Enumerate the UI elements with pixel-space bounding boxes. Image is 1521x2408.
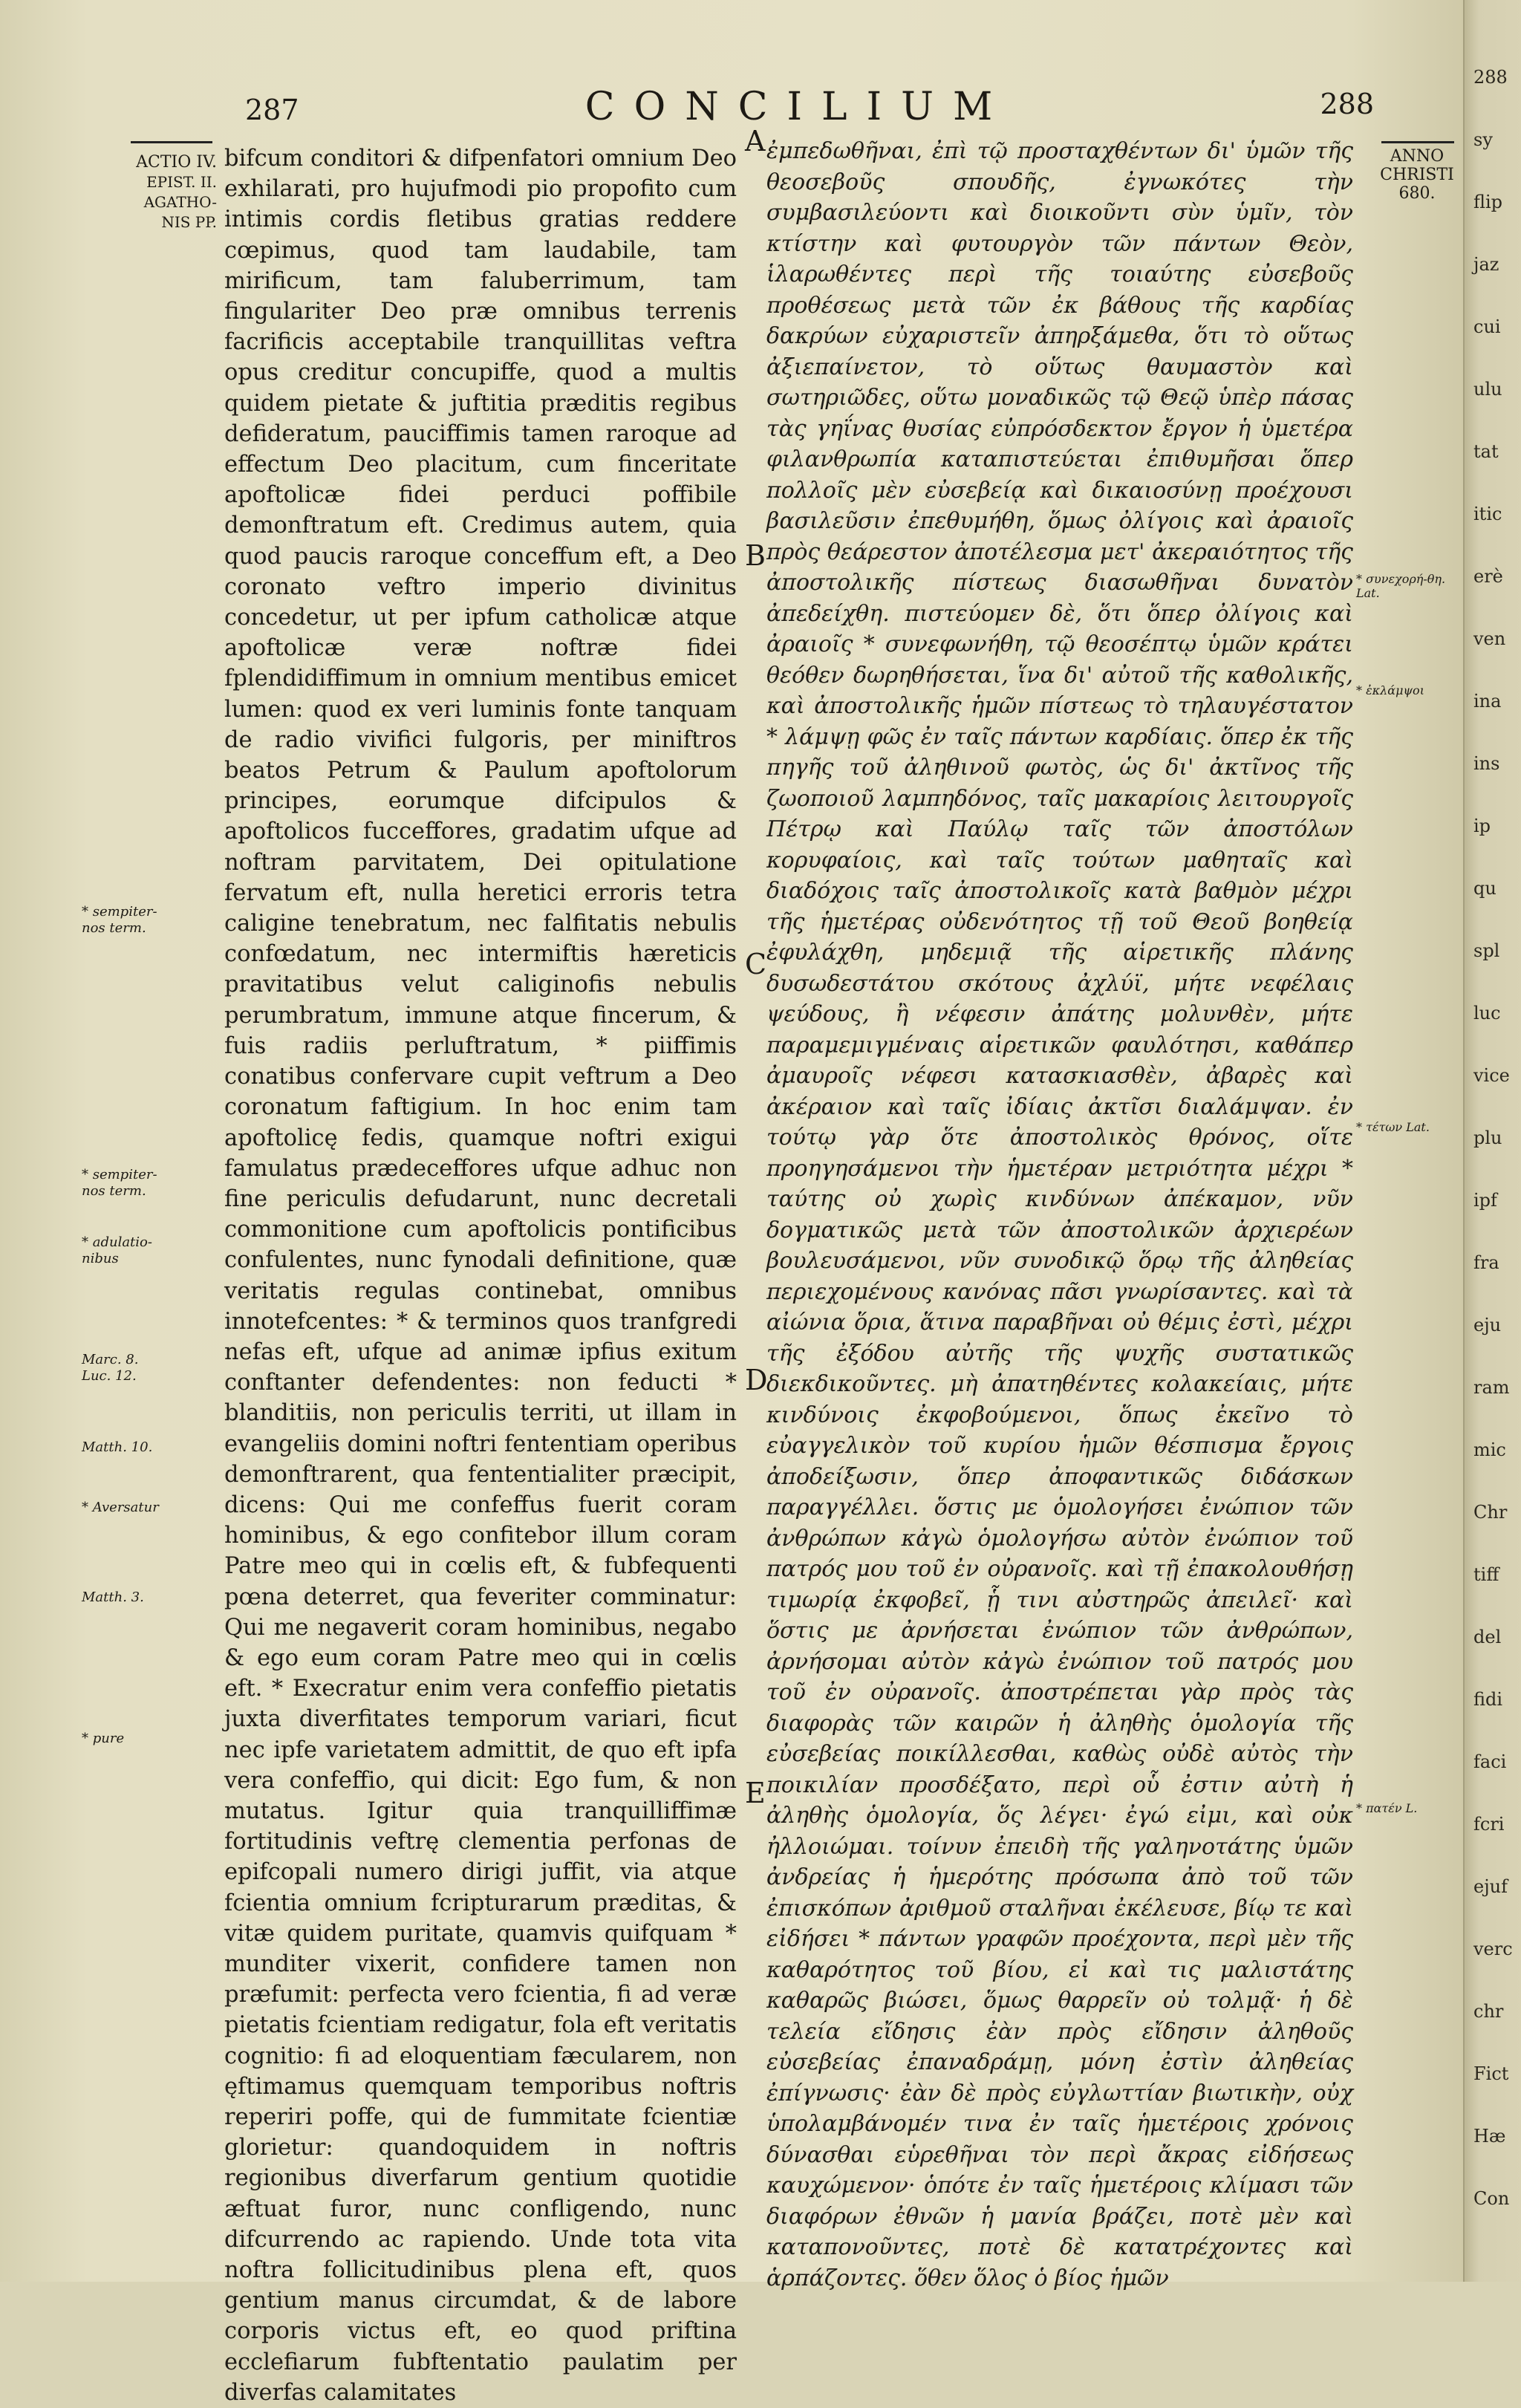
adjacent-page-fragment: qu (1473, 878, 1496, 899)
anno-word: ANNO (1390, 147, 1445, 166)
section-letter-a: A (745, 125, 766, 157)
adjacent-page-fragment: chr (1473, 2001, 1504, 2022)
adjacent-page-fragment: sy (1473, 129, 1493, 150)
margin-note: Marc. 8. Luc. 12. (82, 1352, 139, 1384)
adjacent-page-fragment: fra (1473, 1252, 1499, 1273)
adjacent-page-fragment: faci (1473, 1751, 1507, 1772)
adjacent-page-fragment: fidi (1473, 1689, 1503, 1710)
adjacent-page-fragment: del (1473, 1627, 1502, 1647)
anno-christi-label (1371, 147, 1463, 203)
adjacent-page-fragment: jaz (1473, 254, 1499, 275)
greek-paragraph: ἐμπεδωθῆναι, ἐπὶ τῷ προσταχθέντων δι' ὑμῶν τῆς θεοσεβοῦς σπουδῆς, ἐγνωκότες τὴν συμβασιλεύοντι καὶ διοικοῦντι σὺν ὑμῖν, τὸν κτίστην καὶ φυτουργὸν τῶν πάντων Θεὸν, ἱλαρωθέντες περὶ τῆς τοιαύτης εὐσεβοῦς προθέσεως μετὰ τῶν ἐκ βάθους τῆς καρδίας δακρύων εὐχαριστεῖν ἀπηρξάμεθα, ὅτι τὸ οὕτως ἀξιεπαίνετον, τὸ οὕτως θαυμαστὸν καὶ σωτηριῶδες, οὕτω μοναδικῶς τῷ Θεῷ ὑπὲρ πάσας τὰς γηΐνας θυσίας εὐπρόσδεκτον ἔργον ἡ ὑμετέρα φιλανθρωπία καταπιστεύεται ἐπιθυμῆσαι ὅπερ πολλοῖς μὲν εὐσεβείᾳ καὶ δικαιοσύνῃ προέχουσι βασιλεῦσιν ἐπεθυμήθη, ὅμως ὀλίγοις καὶ ἀραιοῖς πρὸς θεάρεστον ἀποτέλεσμα μετ' ἀκεραιότητος τῆς ἀποστολικῆς πίστεως διασωθῆναι δυνατὸν ἀπεδείχθη. πιστεύομεν δὲ, ὅτι ὅπερ ὀλίγοις καὶ ἀραιοῖς * συνεφωνήθη, τῷ θεοσέπτῳ ὑμῶν κράτει θεόθεν δωρηθήσεται, ἵνα δι' αὐτοῦ τῆς καθολικῆς, καὶ ἀποστολικῆς ἡμῶν πίστεως τὸ τηλαυγέστατον * λάμψῃ φῶς ἐν ταῖς πάντων καρδίαις. ὅπερ ἐκ τῆς πηγῆς τοῦ ἀληθινοῦ φωτὸς, ὡς δι' ἀκτῖνος τῆς ζωοποιοῦ λαμπηδόνος, ταῖς μακαρίοις λειτουργοῖς Πέτρῳ καὶ Παύλῳ ταῖς τῶν ἀποστόλων κορυφαίοις, καὶ ταῖς τούτων μαθηταῖς καὶ διαδόχοις ταῖς ἀποστολικοῖς κατὰ βαθμὸν μέχρι τῆς ἡμετέρας οὐδενότητος τῇ τοῦ Θεοῦ βοηθείᾳ ἐφυλάχθη, μηδεμιᾷ τῆς αἱρετικῆς πλάνης δυσωδεστάτου σκότους ἀχλύϊ, μήτε νεφέλαις ψεύδους, ἢ νέφεσιν ἀπάτης μολυνθὲν, μήτε παραμεμιγμέναις αἱρετικῶν φαυλότησι, καθάπερ ἀμαυροῖς νέφεσι κατασκιασθὲν, ἀβαρὲς καὶ ἀκέραιον καὶ ταῖς ἰδίαις ἀκτῖσι διαλάμψαν. ἐν τούτῳ γὰρ ὅτε ἀποστολικὸς θρόνος, οἵτε προηγησάμενοι τὴν ἡμετέραν μετριότητα μέχρι * ταύτης οὐ χωρὶς κινδύνων ἀπέκαμον, νῦν δογματικῶς μετὰ τῶν ἀποστολικῶν ἀρχιερέων βουλευσάμενοι, νῦν συνοδικῷ ὅρῳ τῆς ἀληθείας περιεχομένους κανόνας πᾶσι γνωρίσαντες. καὶ τὰ αἰώνια ὅρια, ἅτινα παραβῆναι οὐ θέμις ἐστὶ, μέχρι τῆς ἐξόδου αὐτῆς τῆς ψυχῆς συστατικῶς διεκδικοῦντες. μὴ ἀπατηθέντες κολακείαις, μήτε κινδύνοις ἐκφοβούμενοι, ὅπως ἐκεῖνο τὸ εὐαγγελικὸν τοῦ κυρίου ἡμῶν θέσπισμα ἔργοις ἀποδείξωσιν, ὅπερ ἀποφαντικῶς διδάσκων παραγγέλλει. ὅστις με ὁμολογήσει ἐνώπιον τῶν ἀνθρώπων κἀγὼ ὁμολογήσω αὐτὸν ἐνώπιον τοῦ πατρός μου τοῦ ἐν οὐρανοῖς. καὶ τῇ ἐπακολουθήσῃ τιμωρίᾳ ἐκφοβεῖ, ᾗ τινι αὐστηρῶς ἀπειλεῖ· καὶ ὅστις με ἀρνήσεται ἐνώπιον τῶν ἀνθρώπων, ἀρνήσομαι αὐτὸν κἀγὼ ἐνώπιον τοῦ πατρός μου τοῦ ἐν οὐρανοῖς. ἀποστρέπεται γὰρ πρὸς τὰς διαφορὰς τῶν καιρῶν ἡ ἀληθὴς ὁμολογία τῆς εὐσεβείας ποικίλλεσθαι, καθὼς οὐδὲ αὐτὸς τὴν ποικιλίαν προσδέξατο, περὶ οὗ ἐστιν αὐτὴ ἡ ἀληθὴς ὁμολογία, ὅς λέγει· ἐγώ εἰμι, καὶ οὐκ ἠλλοιώμαι. τοίνυν ἐπειδὴ τῆς γαληνοτάτης ὑμῶν ἀνδρείας ἡ ἡμερότης πρόσωπα ἀπὸ τοῦ τῶν ἐπισκόπων ἀριθμοῦ σταλῆναι ἐκέλευσε, βίῳ τε καὶ εἰδήσει * πάντων γραφῶν προέχοντα, περὶ μὲν τῆς καθαρότητος τοῦ βίου, εἰ καὶ τις μαλιστάτης καθαρῶς βιώσει, ὅμως θαρρεῖν οὐ τολμᾷ· ἡ δὲ τελεία εἴδησις ἐὰν πρὸς εἴδησιν ἀληθοῦς εὐσεβείας ἐπαναδράμῃ, μόνη ἐστὶν ἀληθείας ἐπίγνωσις· ἐὰν δὲ πρὸς εὐγλωττίαν βιωτικὴν, οὐχ ὑπολαμβάνομέν τινα ἐν ταῖς ἡμετέροις χρόνοις δύνασθαι εὑρεθῆναι τὸν περὶ ἄκρας εἰδήσεως καυχώμενον· ὁπότε ἐν ταῖς ἡμετέροις κλίμασι τῶν διαφόρων ἐθνῶν ἡ μανία βράζει, ποτὲ μὲν καὶ καταπονοῦντες, ποτὲ δὲ κατατρέχοντες καὶ ἁρπάζοντες. ὅθεν ὅλος ὁ βίος ἡμῶν (766, 138, 1353, 2291)
adjacent-page-edge (1463, 0, 1521, 2282)
sidebar-pp: NIS PP. (161, 213, 217, 231)
header-rule-left (131, 141, 212, 143)
adjacent-page-fragment: itic (1473, 504, 1502, 524)
adjacent-page-fragment: mic (1473, 1439, 1506, 1460)
margin-note: * Aversatur (82, 1500, 159, 1515)
adjacent-page-fragment: ven (1473, 628, 1506, 649)
anno-year: 680. (1398, 184, 1436, 203)
section-letter-c: C (745, 948, 767, 980)
adjacent-page-fragment: flip (1473, 192, 1503, 212)
page-number-left: 287 (245, 94, 299, 126)
sidebar-agatho: AGATHO- (143, 193, 217, 211)
adjacent-page-fragment: ina (1473, 691, 1502, 712)
greek-margin-note: * τέτων Lat. (1356, 1120, 1430, 1134)
greek-column (766, 136, 1353, 2294)
section-letter-d: D (745, 1364, 768, 1396)
greek-margin-note: * πατέν L. (1356, 1801, 1418, 1815)
sidebar-actio: ACTIO IV. (136, 153, 217, 172)
adjacent-page-fragment: ipf (1473, 1190, 1497, 1211)
adjacent-page-fragment: verc (1473, 1939, 1513, 1959)
adjacent-page-fragment: 288 (1473, 67, 1508, 88)
margin-note: * sempiter- nos term. (82, 1167, 157, 1199)
header-rule-right (1381, 141, 1454, 143)
adjacent-page-fragment: luc (1473, 1003, 1501, 1024)
adjacent-page-fragment: erè (1473, 566, 1503, 587)
section-letter-b: B (745, 539, 766, 572)
margin-note: Matth. 10. (82, 1439, 153, 1455)
running-title: CONCILIUM (584, 85, 1012, 129)
adjacent-page-fragment: tiff (1473, 1564, 1499, 1585)
adjacent-page-fragment: cui (1473, 316, 1501, 337)
adjacent-page-fragment: Fict (1473, 2063, 1509, 2084)
latin-paragraph: bifcum conditori & difpenfatori omnium Deo exhilarati, pro hujufmodi pio propofito cum intimis cordis fletibus gratias reddere cœpimus, quod tam laudabile, tam mirificum, tam faluberrimum, tam fingulariter Deo præ omnibus terrenis facrificis acceptabile tranquillitas veftra opus creditur concupiffe, quod a multis quidem pietate & juftitia præditis regibus defideratum, pauciffimis tamen raroque ad effectum Deo placitum, cum finceritate apoftolicæ fidei perduci poffibile demonftratum eft. Credimus autem, quia quod paucis raroque conceffum eft, a Deo coronato veftro imperio divinitus concedetur, ut per ipfum catholicæ atque apoftolicæ veræ noftræ fidei fplendidiffimum in omnium mentibus emicet lumen: quod ex veri luminis fonte tanquam de radio vivifici fulgoris, per miniftros beatos Petrum & Paulum apoftolorum principes, eorumque difcipulos & apoftolicos fucceffores, gradatim ufque ad noftram parvitatem, Dei opitulatione fervatum eft, nulla heretici erroris tetra caligine tenebratum, nec falfitatis nebulis confœdatum, nec intermiftis hæreticis pravitatibus velut caliginofis nebulis perumbratum, immune atque fincerum, & fuis radiis perluftratum, * piiffimis conatibus confervare cupit veftrum a Deo coronatum faftigium. In hoc enim tam apoftolicę fedis, quamque noftri exigui famulatus prædeceffores ufque adhuc non fine periculis defudarunt, nunc decretali commonitione cum apoftolicis pontificibus confulentes, nunc fynodali definitione, quæ veritatis regulas continebat, omnibus innotefcentes: * & terminos quos tranfgredi nefas eft, ufque ad animæ ipfius exitum conftanter defendentes: non feducti * blanditiis, non periculis territi, ut illam in evangeliis domini noftri fententiam operibus demonftrarent, qua fententialiter præcipit, dicens: Qui me confeffus fuerit coram hominibus, & ego confitebor illum coram Patre meo qui in cœlis eft, & fubfequenti pœna deterret, qua feveriter comminatur: Qui me negaverit coram hominibus, negabo & ego eum coram Patre meo qui in cœlis eft. * Execratur enim vera confeffio pietatis juxta diverfitates temporum variari, ficut nec ipfe varietatem admittit, de quo eft ipfa vera confeffio, qui dicit: Ego fum, & non mutatus. Igitur quia tranquilliffimæ fortitudinis veftrę clementia perfonas de epifcopali numero dirigi juffit, via atque fcientia omnium fcripturarum præditas, & vitæ quidem puritate, quamvis quifquam * munditer vixerit, confidere tamen non præfumit: perfecta vero fcientia, fi ad veræ pietatis fcientiam redigatur, fola eft veritatis cognitio: fi ad eloquentiam fæcularem, non ęftimamus quemquam temporibus noftris reperiri poffe, qui de fummitate fcientiæ glorietur: quandoquidem in noftris regionibus diverfarum gentium quotidie æftuat furor, nunc confligendo, nunc difcurrendo ac rapiendo. Unde tota vita noftra follicitudinibus plena eft, quos gentium manus circumdat, & de labore corporis victus eft, eo quod priftina ecclefiarum fubftentatio paulatim per diverfas calamitates (224, 146, 737, 2406)
latin-column (224, 143, 737, 2408)
margin-note: * adulatio- nibus (82, 1234, 152, 1266)
margin-note: Matth. 3. (82, 1589, 144, 1605)
section-letter-e: E (745, 1777, 766, 1809)
adjacent-page-fragment: Hæ (1473, 2126, 1506, 2147)
adjacent-page-fragment: ejuf (1473, 1876, 1508, 1897)
adjacent-page-fragment: Con (1473, 2188, 1510, 2209)
sidebar-section-label (83, 152, 217, 232)
adjacent-page-fragment: ip (1473, 816, 1491, 836)
adjacent-page-fragment: tat (1473, 441, 1499, 462)
sidebar-epist: EPIST. II. (146, 173, 217, 191)
margin-note: * sempiter- nos term. (82, 904, 157, 936)
page-number-right: 288 (1320, 88, 1374, 120)
adjacent-page-fragment: ulu (1473, 379, 1502, 400)
greek-margin-note: * ἐκλάμψοι (1356, 683, 1424, 697)
margin-note: * pure (82, 1731, 125, 1746)
christi-word: CHRISTI (1380, 166, 1454, 184)
page-header (223, 80, 1374, 132)
adjacent-page-fragment: eju (1473, 1315, 1502, 1335)
greek-margin-note: * συνεχορή-θη. Lat. (1356, 572, 1446, 600)
adjacent-page-fragment: vice (1473, 1065, 1510, 1086)
adjacent-page-fragment: spl (1473, 940, 1500, 961)
adjacent-page-fragment: fcri (1473, 1814, 1505, 1835)
adjacent-page-fragment: ram (1473, 1377, 1510, 1398)
adjacent-page-fragment: plu (1473, 1127, 1502, 1148)
adjacent-page-fragment: Chr (1473, 1502, 1508, 1523)
adjacent-page-fragment: ins (1473, 753, 1500, 774)
